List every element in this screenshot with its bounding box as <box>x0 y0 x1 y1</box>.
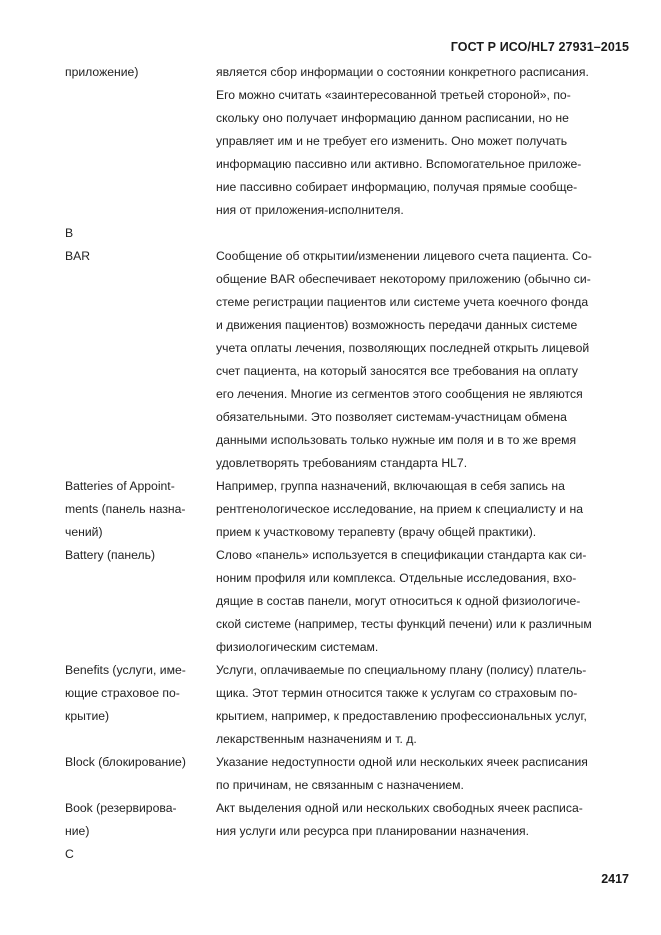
glossary-entry <box>65 659 635 751</box>
term-line: BAR <box>65 249 91 263</box>
definition-line: скольку оно получает информацию данном расписании, но не <box>216 111 569 125</box>
definition-line: ния услуги или ресурса при планировании назначения. <box>216 824 530 838</box>
term-line: приложение) <box>65 65 139 79</box>
definition-line: Указание недоступности одной или нескольких ячеек расписания <box>216 755 588 769</box>
definition-line: дящие в состав панели, могут относиться к одной физиологиче- <box>216 594 581 608</box>
definition-line: Сообщение об открытии/изменении лицевого счета пациента. Со- <box>216 249 592 263</box>
glossary-term <box>65 61 216 222</box>
glossary-entry <box>65 61 635 222</box>
glossary-entry <box>65 544 635 659</box>
glossary-definition <box>216 751 635 797</box>
page-number: 2417 <box>601 872 629 886</box>
term-line: ющие страховое по- <box>65 686 180 700</box>
glossary-entry <box>65 797 635 843</box>
glossary-entry <box>65 245 635 475</box>
definition-line: является сбор информации о состоянии конкретного расписания. <box>216 65 589 79</box>
definition-line: учета оплаты лечения, позволяющих последней открыть лицевой <box>216 341 590 355</box>
definition-line: лекарственным назначениям и т. д. <box>216 732 417 746</box>
definition-line: и движения пациентов) возможность передачи данных системе <box>216 318 578 332</box>
glossary-definition <box>216 61 635 222</box>
definition-line: его лечения. Многие из сегментов этого сообщения не являются <box>216 387 583 401</box>
glossary-definition <box>216 659 635 751</box>
glossary-term <box>65 797 216 843</box>
definition-line: счет пациента, на который заносятся все требования на оплату <box>216 364 578 378</box>
term-line: чений) <box>65 525 103 539</box>
definition-line: щика. Этот термин относится также к услугам со страховым по- <box>216 686 578 700</box>
glossary-term <box>65 659 216 751</box>
definition-line: общение BAR обеспечивает некоторому приложению (обычно си- <box>216 272 591 286</box>
glossary-entry <box>65 751 635 797</box>
definition-line: Например, группа назначений, включающая в себя запись на <box>216 479 565 493</box>
glossary-entry <box>65 475 635 544</box>
definition-line: ноним профиля или комплекса. Отдельные исследования, вхо- <box>216 571 577 585</box>
definition-line: управляет им и не требует его изменить. Оно может получать <box>216 134 568 148</box>
definition-line: удовлетворять требованиям стандарта HL7. <box>216 456 468 470</box>
glossary-definition <box>216 797 635 843</box>
term-line: Benefits (услуги, име- <box>65 663 186 677</box>
term-line: Block (блокирование) <box>65 755 186 769</box>
definition-line: ния от приложения-исполнителя. <box>216 203 404 217</box>
definition-line: ние пассивно собирает информацию, получая прямые сообще- <box>216 180 578 194</box>
definition-line: рентгенологическое исследование, на прием к специалисту и на <box>216 502 583 516</box>
definition-line: данными использовать только нужные им поля и в то же время <box>216 433 577 447</box>
term-line: ние) <box>65 824 90 838</box>
section-letter: B <box>65 226 74 240</box>
definition-line: обязательными. Это позволяет системам-участницам обмена <box>216 410 567 424</box>
definition-line: Его можно считать «заинтересованной третьей стороной», по- <box>216 88 571 102</box>
definition-line: Слово «панель» используется в спецификации стандарта как си- <box>216 548 587 562</box>
glossary-definition <box>216 245 635 475</box>
glossary-term <box>65 475 216 544</box>
definition-line: Акт выделения одной или нескольких свободных ячеек расписа- <box>216 801 583 815</box>
term-line: Book (резервирова- <box>65 801 177 815</box>
glossary-term <box>65 751 216 797</box>
definition-line: физиологическим системам. <box>216 640 379 654</box>
definition-line: информацию пассивно или активно. Вспомогательное приложе- <box>216 157 582 171</box>
section-letter: C <box>65 847 74 861</box>
term-line: ments (панель назна- <box>65 502 186 516</box>
document-header: ГОСТ Р ИСО/HL7 27931–2015 <box>450 40 629 54</box>
definition-line: стеме регистрации пациентов или системе учета коечного фонда <box>216 295 589 309</box>
definition-line: прием к участковому терапевту (врачу общей практики). <box>216 525 537 539</box>
definition-line: крытием, например, к предоставлению профессиональных услуг, <box>216 709 587 723</box>
definition-line: по причинам, не связанным с назначением. <box>216 778 464 792</box>
glossary-definition <box>216 475 635 544</box>
definition-line: ской системе (например, тесты функций печени) или к различным <box>216 617 592 631</box>
glossary-content <box>65 61 635 866</box>
term-line: Battery (панель) <box>65 548 156 562</box>
glossary-term <box>65 245 216 475</box>
term-line: Batteries of Appoint- <box>65 479 175 493</box>
definition-line: Услуги, оплачиваемые по специальному плану (полису) платель- <box>216 663 587 677</box>
term-line: крытие) <box>65 709 110 723</box>
glossary-term <box>65 544 216 659</box>
glossary-definition <box>216 544 635 659</box>
